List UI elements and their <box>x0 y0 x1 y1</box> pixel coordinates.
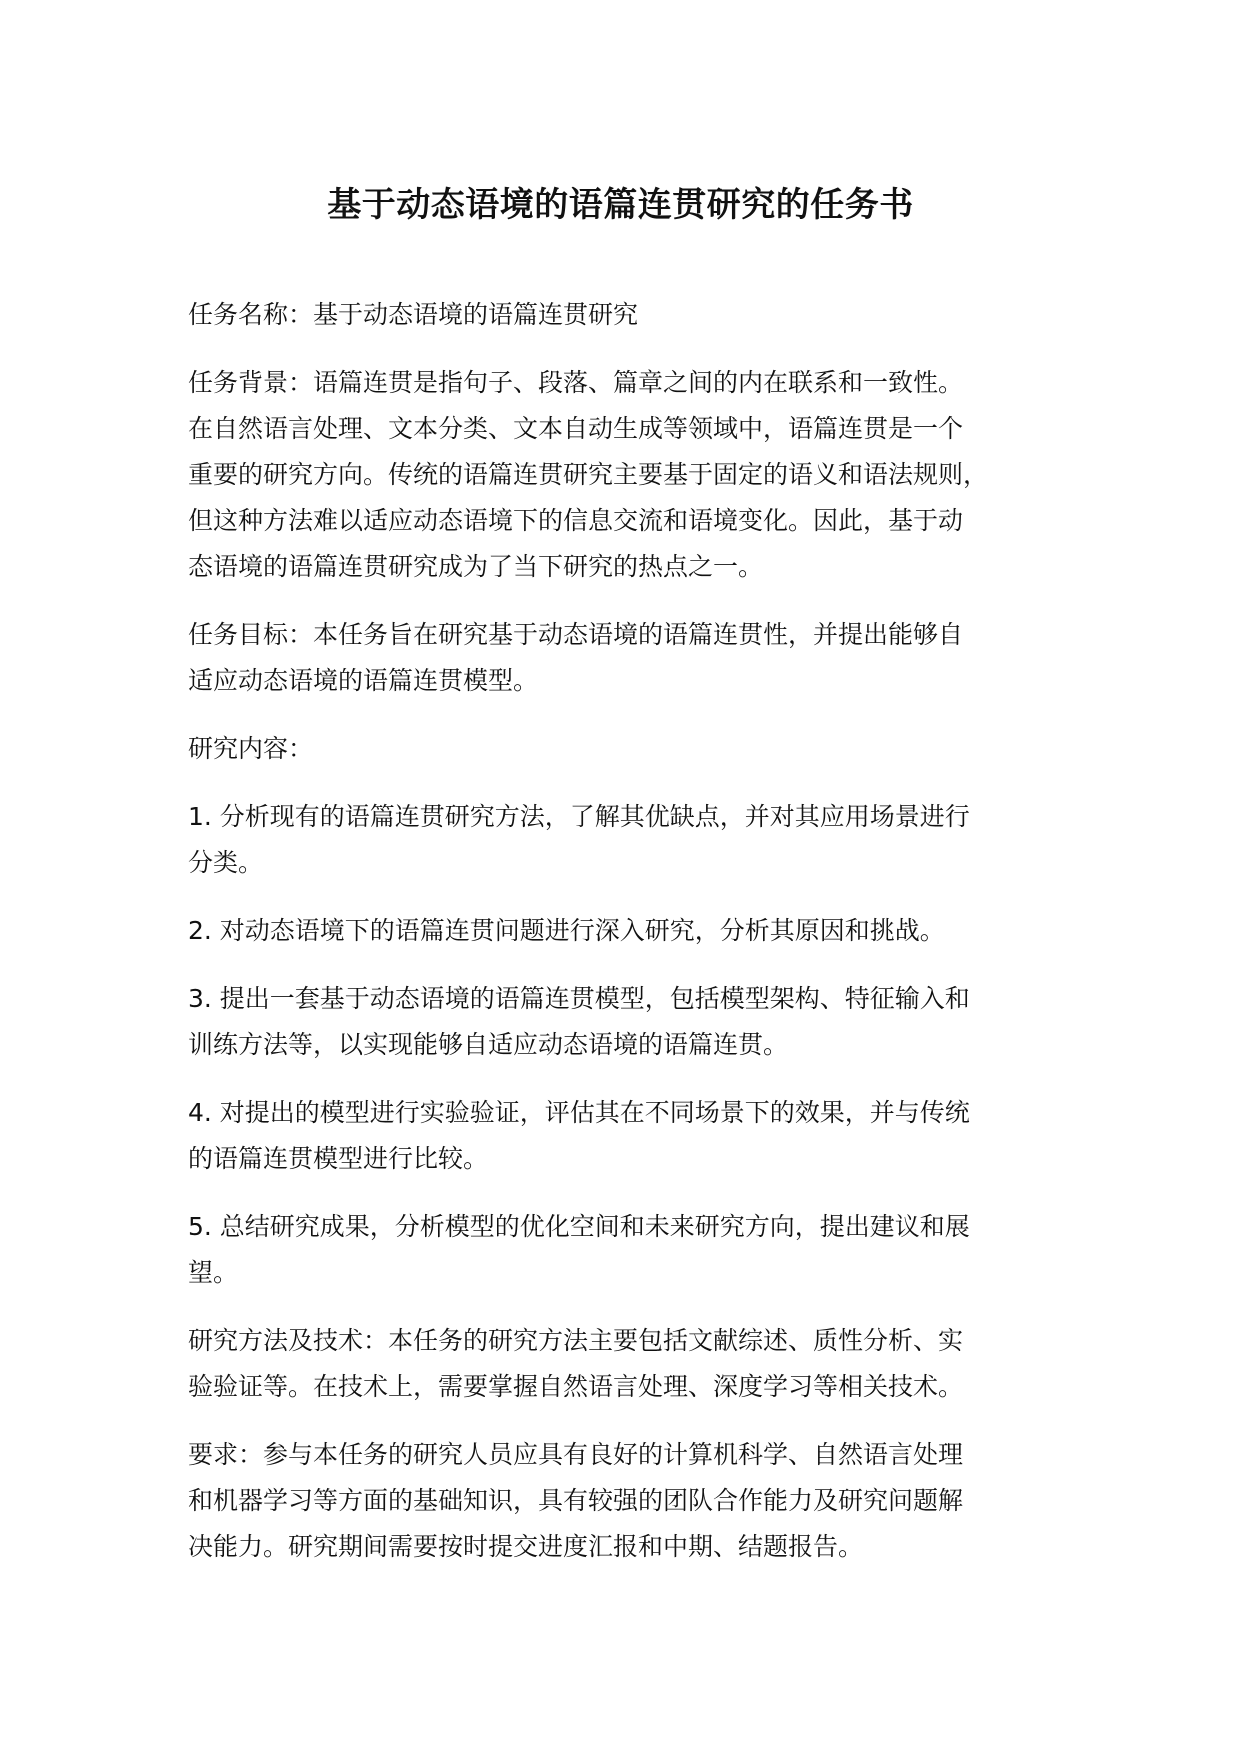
text-line: 2. 对动态语境下的语篇连贯问题进行深入研究，分析其原因和挑战。 <box>188 916 945 945</box>
text-line: 验验证等。在技术上，需要掌握自然语言处理、深度学习等相关技术。 <box>188 1372 964 1401</box>
text-line: 4. 对提出的模型进行实验验证，评估其在不同场景下的效果，并与传统 <box>188 1098 970 1127</box>
text-line: 研究内容： <box>188 734 314 763</box>
list-item-5 <box>188 1204 1088 1296</box>
text-line: 适应动态语境的语篇连贯模型。 <box>188 666 539 695</box>
text-line: 训练方法等，以实现能够自适应动态语境的语篇连贯。 <box>188 1030 789 1059</box>
text-line: 任务背景：语篇连贯是指句子、段落、篇章之间的内在联系和一致性。 <box>188 368 964 397</box>
paragraph-task-goal <box>188 612 1088 704</box>
text-line: 任务名称：基于动态语境的语篇连贯研究 <box>188 300 639 329</box>
text-line: 要求：参与本任务的研究人员应具有良好的计算机科学、自然语言处理 <box>188 1440 964 1469</box>
paragraph-task-name <box>188 292 1088 338</box>
text-line: 望。 <box>188 1258 239 1287</box>
text-line: 分类。 <box>188 848 264 877</box>
text-line: 研究方法及技术：本任务的研究方法主要包括文献综述、质性分析、实 <box>188 1326 964 1355</box>
list-item-4 <box>188 1090 1088 1182</box>
text-line: 和机器学习等方面的基础知识，具有较强的团队合作能力及研究问题解 <box>188 1486 964 1515</box>
text-line: 的语篇连贯模型进行比较。 <box>188 1144 489 1173</box>
paragraph-research-content-heading <box>188 726 1088 772</box>
paragraph-methods <box>188 1318 1088 1410</box>
text-line: 5. 总结研究成果，分析模型的优化空间和未来研究方向，提出建议和展 <box>188 1212 970 1241</box>
text-line: 1. 分析现有的语篇连贯研究方法，了解其优缺点，并对其应用场景进行 <box>188 802 970 831</box>
list-item-3 <box>188 976 1088 1068</box>
list-item-2 <box>188 908 1088 954</box>
document-title: 基于动态语境的语篇连贯研究的任务书 <box>327 185 914 225</box>
document-body <box>188 292 1088 1592</box>
text-line: 3. 提出一套基于动态语境的语篇连贯模型，包括模型架构、特征输入和 <box>188 984 970 1013</box>
text-line: 任务目标：本任务旨在研究基于动态语境的语篇连贯性，并提出能够自 <box>188 620 964 649</box>
paragraph-requirements <box>188 1432 1088 1570</box>
text-line: 但这种方法难以适应动态语境下的信息交流和语境变化。因此，基于动 <box>188 506 964 535</box>
text-line: 决能力。研究期间需要按时提交进度汇报和中期、结题报告。 <box>188 1532 864 1561</box>
text-line: 在自然语言处理、文本分类、文本自动生成等领域中，语篇连贯是一个 <box>188 414 964 443</box>
list-item-1 <box>188 794 1088 886</box>
text-line: 重要的研究方向。传统的语篇连贯研究主要基于固定的语义和语法规则， <box>188 460 989 489</box>
paragraph-task-background <box>188 360 1088 590</box>
text-line: 态语境的语篇连贯研究成为了当下研究的热点之一。 <box>188 552 764 581</box>
